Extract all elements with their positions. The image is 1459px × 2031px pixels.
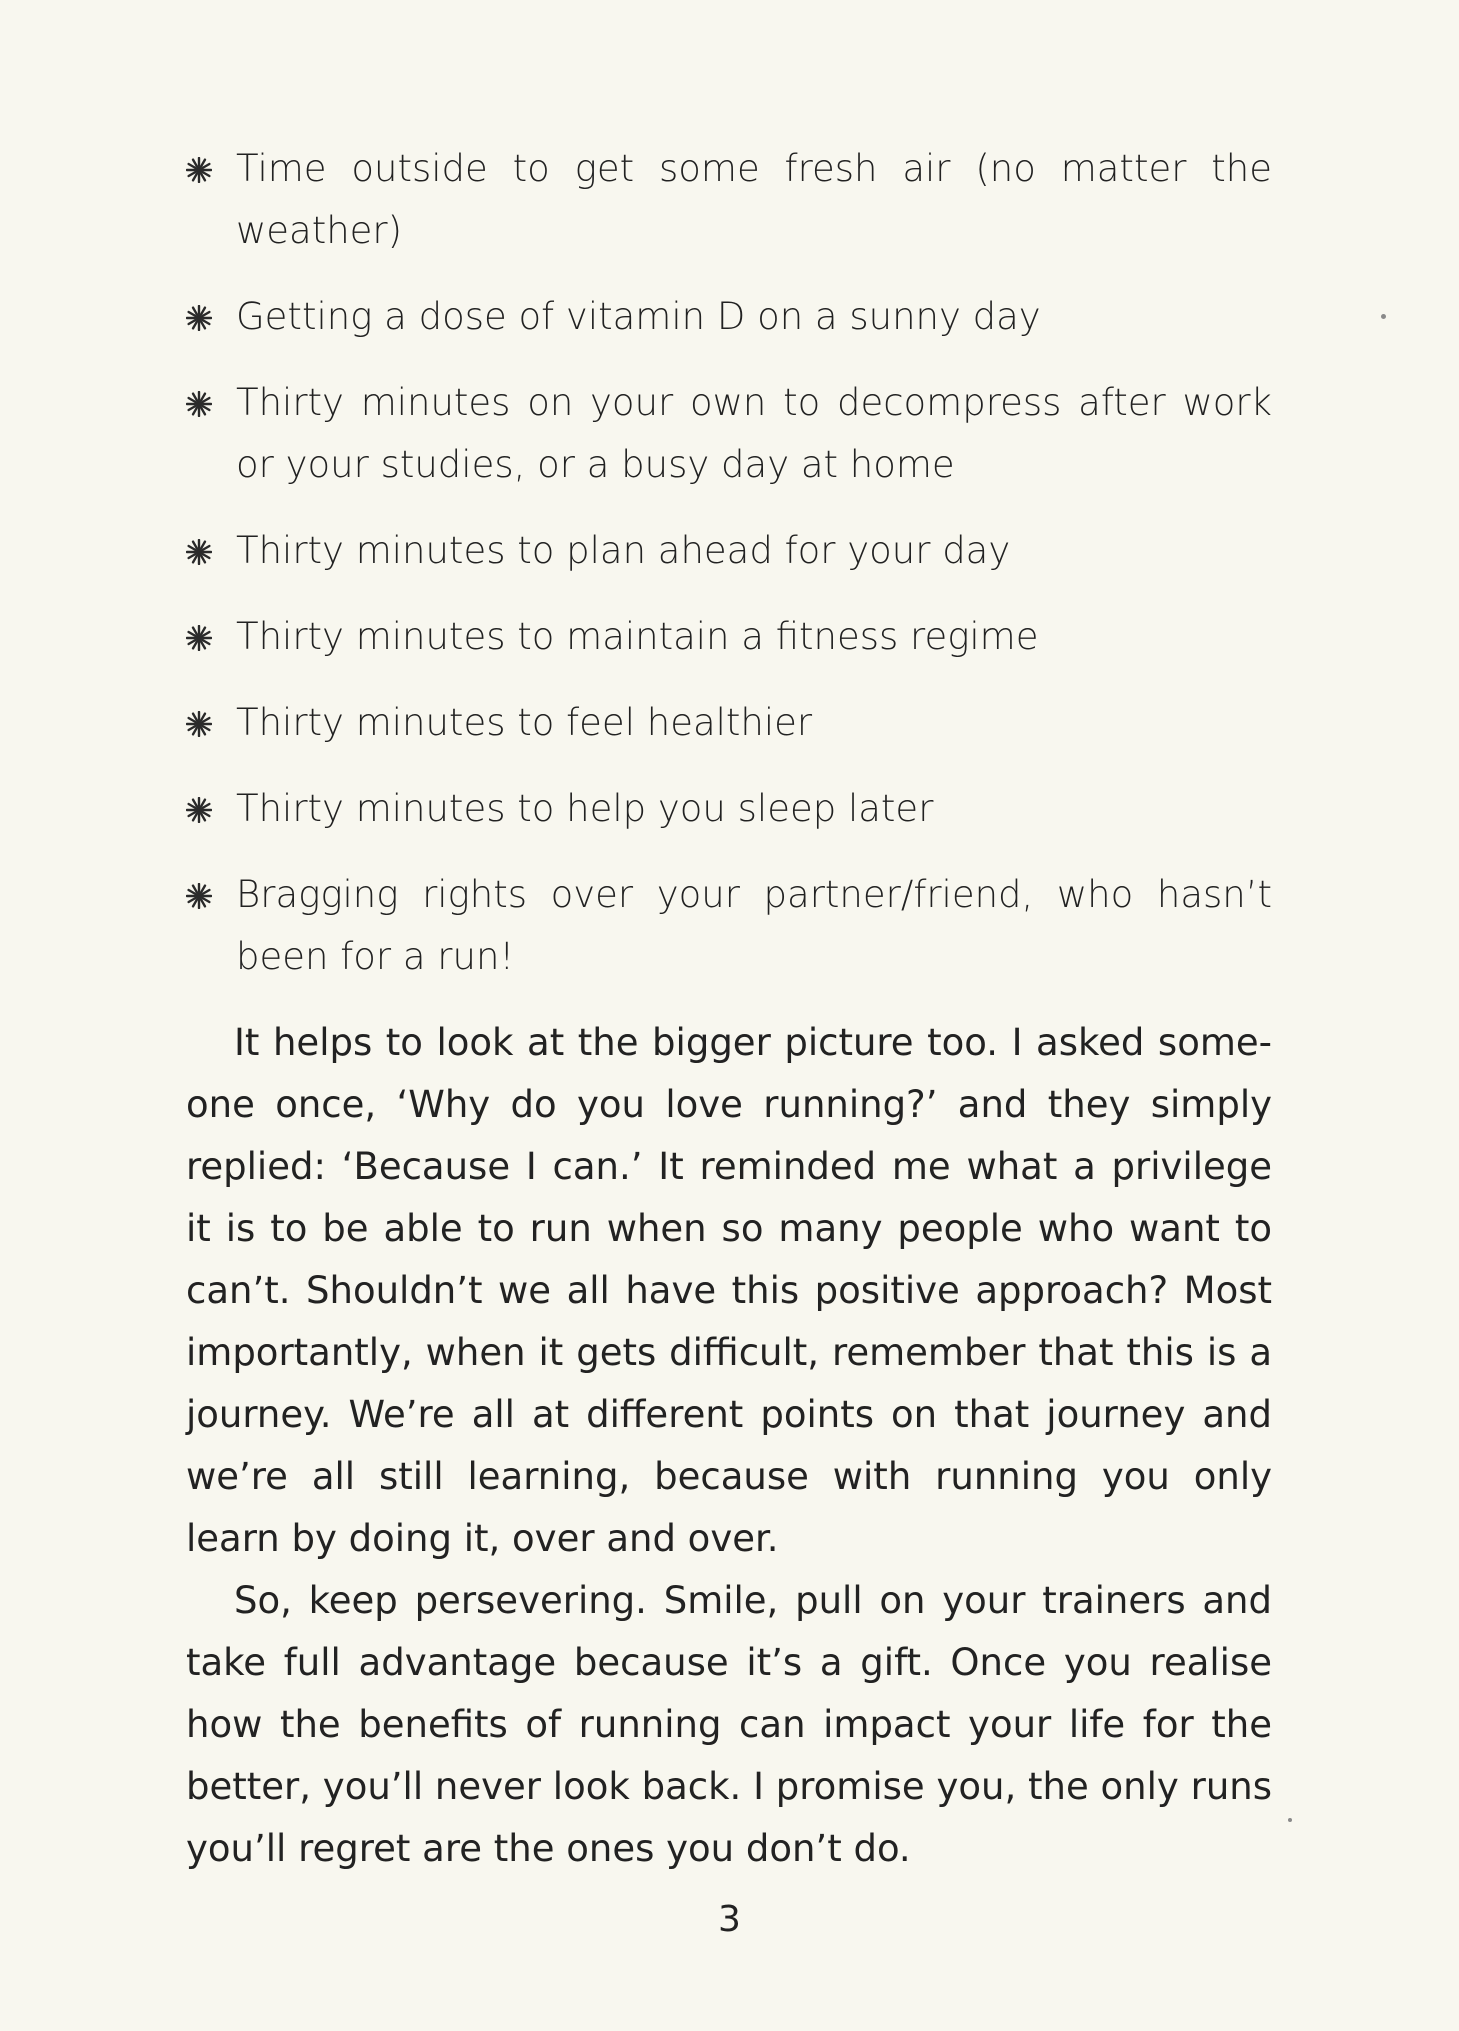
list-item — [186, 520, 1272, 582]
asterisk-flower-icon — [186, 157, 212, 183]
asterisk-flower-icon — [186, 305, 212, 331]
body-paragraph: It helps to look at the bigger picture too. I asked some-one once, ‘Why do you love running?’ and they simply replied: ‘Because I can.’ It reminded me what a privilege it is to be able to run when so many people who want to can’t. Shouldn’t we all have this positive approach? Most importantly, when it gets difficult, remember that this is a journey. We’re all at different points on that journey and we’re all still learning, because with running you only learn by doing it, over and over. — [186, 1021, 1272, 1560]
list-item-text: Getting a dose of vitamin D on a sunny day — [236, 295, 1041, 338]
list-item-text: Thirty minutes to feel healthier — [236, 701, 813, 744]
scan-speck — [1288, 1818, 1292, 1822]
body-paragraph: So, keep persevering. Smile, pull on your trainers and take full advantage because it’s a gift. Once you realise how the benefits of running can impact your life for the better, you’ll never look back. I promise you, the only runs you’ll regret are the ones you don’t do. — [186, 1579, 1272, 1870]
list-item — [186, 138, 1272, 262]
list-item-text: Thirty minutes to help you sleep later — [236, 787, 934, 830]
benefits-list — [186, 138, 1272, 988]
list-item — [186, 286, 1272, 348]
asterisk-flower-icon — [186, 883, 212, 909]
list-item-text: Thirty minutes to maintain a fitness regime — [236, 615, 1039, 658]
list-item — [186, 864, 1272, 988]
list-item — [186, 692, 1272, 754]
list-item-text: Thirty minutes to plan ahead for your day — [236, 529, 1011, 572]
asterisk-flower-icon — [186, 625, 212, 651]
list-item — [186, 606, 1272, 668]
list-item — [186, 778, 1272, 840]
list-item-text: Time outside to get some fresh air (no matter the weather) — [236, 147, 1272, 252]
asterisk-flower-icon — [186, 797, 212, 823]
asterisk-flower-icon — [186, 391, 212, 417]
list-item-text: Bragging rights over your partner/friend, who hasn’t been for a run! — [236, 873, 1272, 978]
list-item-text: Thirty minutes on your own to decompress after work or your studies, or a busy day at home — [236, 381, 1272, 486]
asterisk-flower-icon — [186, 539, 212, 565]
asterisk-flower-icon — [186, 711, 212, 737]
page-number: 3 — [718, 1899, 741, 1940]
scan-speck — [1381, 314, 1386, 319]
list-item — [186, 372, 1272, 496]
page-body — [186, 138, 1272, 1880]
